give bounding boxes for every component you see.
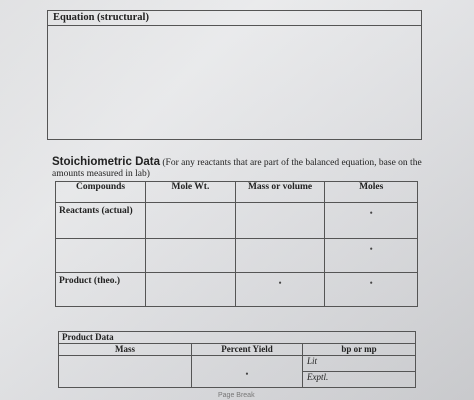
col-mass-volume: Mass or volume [235, 182, 325, 203]
cell-moles-mark[interactable]: • [325, 273, 418, 307]
col-moles: Moles [325, 182, 418, 203]
page-break-label: Page Break [218, 392, 255, 399]
cell-yield-mark[interactable]: • [192, 356, 303, 388]
cell-mole-wt[interactable] [146, 203, 236, 239]
cell-mass[interactable] [235, 203, 325, 239]
stoich-table [55, 181, 418, 307]
lit-label: Lit [303, 356, 416, 372]
stoich-header-row [56, 182, 418, 203]
cell-moles-mark[interactable]: • [325, 203, 418, 239]
stoich-title: Stoichiometric Data [52, 156, 160, 168]
row-label-product: Product (theo.) [56, 273, 146, 307]
cell-moles-mark[interactable]: • [325, 239, 418, 273]
cell-mass-value[interactable] [59, 356, 192, 388]
expt-label: Exptl. [303, 372, 416, 388]
stoich-heading [52, 157, 422, 180]
table-row [56, 239, 418, 273]
product-data-title: Product Data [59, 332, 416, 344]
equation-box [47, 10, 422, 140]
stoich-note: (For any reactants that are part of the balanced equation, base on the amounts measured in lab) [52, 158, 422, 179]
cell-mass[interactable] [235, 239, 325, 273]
col-bp-mp: bp or mp [303, 344, 416, 356]
col-percent-yield: Percent Yield [192, 344, 303, 356]
row-label-blank [56, 239, 146, 273]
col-mass: Mass [59, 344, 192, 356]
table-row [56, 203, 418, 239]
product-data-table [58, 331, 416, 388]
cell-mole-wt[interactable] [146, 273, 236, 307]
cell-mass-mark[interactable]: • [235, 273, 325, 307]
table-row [56, 273, 418, 307]
equation-title: Equation (structural) [48, 11, 421, 26]
cell-mole-wt[interactable] [146, 239, 236, 273]
col-compounds: Compounds [56, 182, 146, 203]
row-label-reactants: Reactants (actual) [56, 203, 146, 239]
col-mole-wt: Mole Wt. [146, 182, 236, 203]
